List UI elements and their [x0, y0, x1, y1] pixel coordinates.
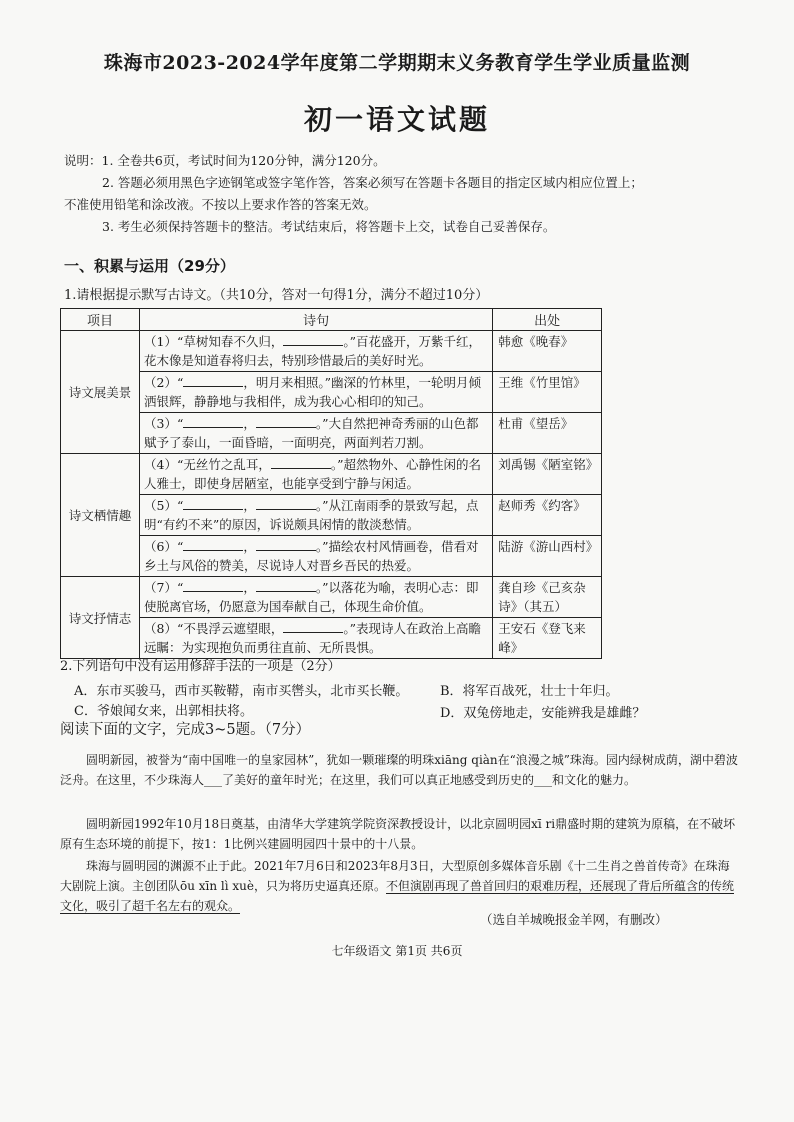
reading-paragraph-1: 圆明新园，被誉为“南中国唯一的皇家园林”，犹如一颗璀璨的明珠xiāng qiàn在“浪漫之城”珠海。园内绿树成荫，湖中碧波泛舟。在这里，不少珠海人___了美好的童年时光；在这里，我们可以真正地感受到历史的___和文化的魅力。 — [60, 753, 738, 787]
answer-blank — [183, 374, 243, 387]
source-1: 韩愈《晚春》 — [493, 331, 602, 372]
instruction-1: 说明：1. 全卷共6页，考试时间为120分钟，满分120分。 — [64, 153, 386, 168]
header-source: 出处 — [493, 309, 602, 331]
source-5: 赵师秀《约客》 — [493, 495, 602, 536]
source-2: 王维《竹里馆》 — [493, 372, 602, 413]
verse-2: （2）“ ，明月来相照。”幽深的竹林里，一轮明月倾洒银辉，静静地与我相伴，成为我心心相印的知己。 — [140, 372, 493, 413]
instructions — [64, 150, 744, 238]
exam-title: 珠海市2023-2024学年度第二学期期末义务教育学生学业质量监测 — [103, 52, 691, 74]
verse-5: （5）“ ， 。”从江南雨季的景致写起，点明“有约不来”的原因，诉说颇具闲情的散淡愁情。 — [140, 495, 493, 536]
verse-7: （7）“ ， 。”以落花为喻，表明心志：即使脱离官场，仍愿意为国奉献自己，体现生命价值。 — [140, 577, 493, 618]
underlined-sentence: 不但演剧再现了兽首回归的艰难历程，还展现了背后所蕴含的传统文化，吸引了超千名左右的观众。 — [60, 879, 735, 913]
answer-blank — [271, 456, 331, 469]
source-6: 陆游《游山西村》 — [493, 536, 602, 577]
instruction-2a: 2. 答题必须用黑色字迹钢笔或签字笔作答，答案必须写在答题卡各题目的指定区域内相应位置上； — [102, 175, 643, 190]
answer-blank — [183, 415, 243, 428]
question-1-stem: 1.请根据提示默写古诗文。（共10分，答对一句得1分，满分不超过10分） — [64, 288, 489, 303]
source-3: 杜甫《望岳》 — [493, 413, 602, 454]
reading-source: （选自羊城晚报金羊网，有删改） — [480, 912, 668, 927]
table-row — [61, 618, 602, 659]
poem-table — [60, 308, 602, 659]
answer-blank — [183, 579, 243, 592]
verse-1: （1）“草树知春不久归， 。”百花盛开，万紫千红，花木像是知道春将归去，特别珍惜最后的美好时光。 — [140, 331, 493, 372]
category-1: 诗文展美景 — [61, 331, 140, 454]
answer-blank — [256, 415, 316, 428]
answer-blank — [256, 538, 316, 551]
source-4: 刘禹锡《陋室铭》 — [493, 454, 602, 495]
table-row — [61, 372, 602, 413]
table-row — [61, 536, 602, 577]
table-row — [61, 331, 602, 372]
source-8: 王安石《登飞来峰》 — [493, 618, 602, 659]
answer-blank — [183, 538, 243, 551]
option-d: D．双兔傍地走，安能辨我是雄雌？ — [440, 706, 646, 721]
question-2-stem: 2.下列语句中没有运用修辞手法的一项是（2分） — [60, 659, 341, 674]
reading-heading: 阅读下面的文字，完成3~5题。（7分） — [60, 722, 311, 738]
category-2: 诗文栖情趣 — [61, 454, 140, 577]
answer-blank — [283, 333, 343, 346]
header-category: 项目 — [61, 309, 140, 331]
instruction-2b: 不准使用铅笔和涂改液。不按以上要求作答的答案无效。 — [64, 197, 377, 212]
answer-blank — [256, 579, 316, 592]
option-a: A．东市买骏马，西市买鞍鞯，南市买辔头，北市买长鞭。 — [74, 684, 409, 699]
table-row — [61, 454, 602, 495]
table-row — [61, 577, 602, 618]
section-title: 一、积累与运用（29分） — [64, 257, 235, 275]
answer-blank — [256, 497, 316, 510]
header-verse: 诗句 — [140, 309, 493, 331]
option-b: B．将军百战死，壮士十年归。 — [440, 684, 619, 699]
instruction-3: 3. 考生必须保持答题卡的整洁。考试结束后，将答题卡上交，试卷自己妥善保存。 — [102, 219, 556, 234]
answer-blank — [183, 497, 243, 510]
source-7: 龚自珍《己亥杂诗》（其五） — [493, 577, 602, 618]
category-3: 诗文抒情志 — [61, 577, 140, 659]
table-row — [61, 495, 602, 536]
page-footer: 七年级语文 第1页 共6页 — [331, 944, 463, 958]
verse-3: （3）“ ， 。”大自然把神奇秀丽的山色都赋予了泰山，一面昏暗，一面明亮，两面判若刀割。 — [140, 413, 493, 454]
table-row — [61, 413, 602, 454]
exam-subtitle: 初一语文试题 — [303, 103, 490, 136]
verse-6: （6）“ ， 。”描绘农村风情画卷，借看对乡土与风俗的赞美，尽说诗人对晋乡吾民的热爱。 — [140, 536, 493, 577]
reading-paragraph-2: 圆明新园1992年10月18日奠基，由清华大学建筑学院资深教授设计，以北京圆明园xī ri鼎盛时期的建筑为原稿，在不破坏原有生态环境的前提下，按1：1比例兴建圆明园四十景中的十八景。 — [60, 817, 736, 851]
verse-4: （4）“无丝竹之乱耳， 。”超然物外、心静性闲的名人雅士，即使身居陋室，也能享受到宁静与闲适。 — [140, 454, 493, 495]
verse-8: （8）“不畏浮云遮望眼， 。”表现诗人在政治上高瞻远瞩：为实现抱负而勇往直前、无所畏惧。 — [140, 618, 493, 659]
option-c: C．爷娘闻女来，出郭相扶将。 — [74, 704, 253, 719]
table-header-row — [61, 309, 602, 331]
reading-paragraph-3: 珠海与圆明园的渊源不止于此。2021年7月6日和2023年8月3日，大型原创多媒体音乐剧《十二生肖之兽首传奇》在珠海大剧院上演。主创团队ōu xīn lì xuè，只为将历史逼真还原。不但演剧再现了兽首回归的艰难历程，还展现了背后所蕴含的传统文化，吸引了超千名左右的观众。 — [60, 859, 735, 913]
answer-blank — [283, 620, 343, 633]
